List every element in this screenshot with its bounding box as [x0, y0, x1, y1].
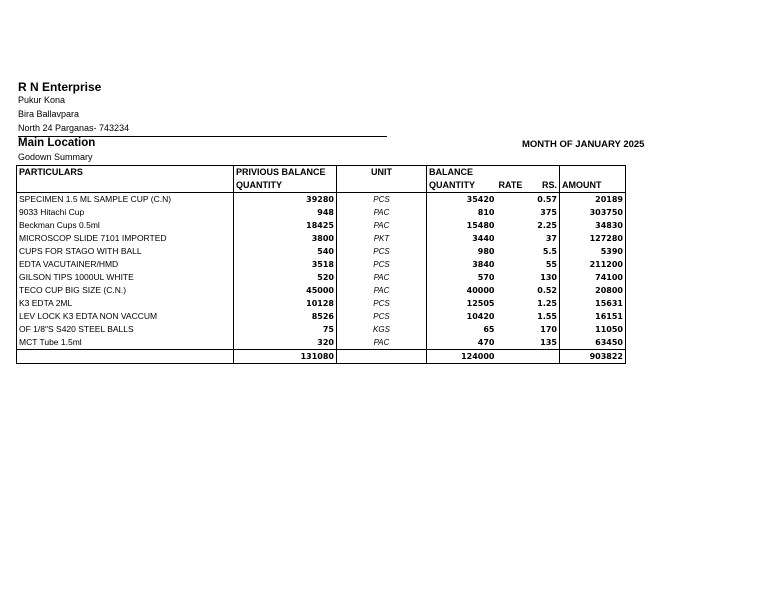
unit-value: PAC: [337, 336, 427, 350]
prev-quantity: 320: [234, 336, 337, 350]
table-row: [17, 297, 626, 310]
unit-value: PCS: [337, 258, 427, 271]
amount-value: 5390: [560, 245, 626, 258]
amount-value: 11050: [560, 323, 626, 336]
amount-value: 20189: [560, 193, 626, 207]
item-name: 9033 Hitachi Cup: [17, 206, 234, 219]
balance-quantity: 65: [483, 325, 495, 334]
unit-value: PAC: [337, 219, 427, 232]
amount-value: 74100: [560, 271, 626, 284]
unit-value: PKT: [337, 232, 427, 245]
header-prev-quantity: QUANTITY: [234, 179, 337, 193]
balance-quantity: 12505: [466, 299, 495, 308]
prev-quantity: 520: [234, 271, 337, 284]
table-row: [17, 258, 626, 271]
amount-value: 34830: [560, 219, 626, 232]
address-line-3: North 24 Parganas- 743234: [18, 123, 130, 133]
balance-quantity: 980: [477, 247, 495, 256]
item-name: CUPS FOR STAGO WITH BALL: [17, 245, 234, 258]
item-name: TECO CUP BIG SIZE (C.N.): [17, 284, 234, 297]
table-row: [17, 232, 626, 245]
balance-quantity: 3440: [472, 234, 495, 243]
unit-value: PAC: [337, 206, 427, 219]
table-row: [17, 219, 626, 232]
balance-quantity: 570: [477, 273, 495, 282]
balance-quantity: 15480: [466, 221, 495, 230]
table-row: [17, 193, 626, 207]
rate-value: 1.25: [535, 297, 560, 310]
prev-quantity: 10128: [234, 297, 337, 310]
amount-value: 211200: [560, 258, 626, 271]
unit-value: PAC: [337, 271, 427, 284]
item-name: K3 EDTA 2ML: [17, 297, 234, 310]
item-name: Beckman Cups 0.5ml: [17, 219, 234, 232]
header-row-1: [17, 166, 626, 180]
prev-quantity: 8526: [234, 310, 337, 323]
unit-value: PCS: [337, 193, 427, 207]
period-label: MONTH OF JANUARY 2025: [522, 139, 645, 150]
balance-quantity: 10420: [466, 312, 495, 321]
table-row: [17, 206, 626, 219]
amount-value: 20800: [560, 284, 626, 297]
header-unit: UNIT: [337, 166, 427, 180]
balance-quantity: 810: [477, 208, 495, 217]
rate-value: 5.5: [535, 245, 560, 258]
item-name: LEV LOCK K3 EDTA NON VACCUM: [17, 310, 234, 323]
rate-value: 0.52: [535, 284, 560, 297]
item-name: OF 1/8"S S420 STEEL BALLS: [17, 323, 234, 336]
balance-quantity: 470: [477, 338, 495, 347]
header-balance: BALANCE: [427, 166, 497, 180]
prev-quantity: 948: [234, 206, 337, 219]
header-balance-quantity: QUANTITY: [427, 179, 497, 193]
prev-quantity: 39280: [234, 193, 337, 207]
rate-value: 37: [535, 232, 560, 245]
header-row-2: [17, 179, 626, 193]
prev-quantity: 3518: [234, 258, 337, 271]
table-row: [17, 323, 626, 336]
table-row: [17, 245, 626, 258]
unit-value: PCS: [337, 245, 427, 258]
unit-value: PCS: [337, 297, 427, 310]
balance-quantity: 3840: [472, 260, 495, 269]
table-row: [17, 271, 626, 284]
rate-value: 0.57: [535, 193, 560, 207]
header-rate: RATE: [497, 179, 535, 193]
prev-quantity: 18425: [234, 219, 337, 232]
header-amount: AMOUNT: [560, 179, 626, 193]
amount-value: 16151: [560, 310, 626, 323]
rate-value: 130: [535, 271, 560, 284]
balance-quantity: 35420: [466, 195, 495, 204]
amount-value: 127280: [560, 232, 626, 245]
unit-value: PAC: [337, 284, 427, 297]
location-title: Main Location: [18, 137, 96, 149]
table-row: [17, 284, 626, 297]
amount-value: 303750: [560, 206, 626, 219]
header-prev-balance: PRIVIOUS BALANCE: [234, 166, 337, 180]
address-line-1: Pukur Kona: [18, 95, 66, 105]
total-balance-quantity: 124000: [427, 350, 497, 364]
unit-value: PCS: [337, 310, 427, 323]
amount-value: 15631: [560, 297, 626, 310]
rate-value: 55: [535, 258, 560, 271]
rate-value: 135: [535, 336, 560, 350]
rate-value: 1.55: [535, 310, 560, 323]
item-name: MICROSCOP SLIDE 7101 IMPORTED: [17, 232, 234, 245]
header-rs: RS.: [535, 179, 560, 193]
total-amount: 903822: [560, 350, 626, 364]
header-particulars: PARTICULARS: [17, 166, 234, 180]
prev-quantity: 75: [234, 323, 337, 336]
item-name: SPECIMEN 1.5 ML SAMPLE CUP (C.N): [17, 193, 234, 207]
amount-value: 63450: [560, 336, 626, 350]
total-prev-quantity: 131080: [234, 350, 337, 364]
item-name: MCT Tube 1.5ml: [17, 336, 234, 350]
rate-value: 375: [535, 206, 560, 219]
item-name: EDTA VACUTAINER/HMD: [17, 258, 234, 271]
item-name: GILSON TIPS 1000UL WHITE: [17, 271, 234, 284]
rate-value: 170: [535, 323, 560, 336]
table-row: [17, 310, 626, 323]
address-line-2: Bira Ballavpara: [18, 109, 80, 119]
rate-value: 2.25: [535, 219, 560, 232]
unit-value: KGS: [337, 323, 427, 336]
prev-quantity: 540: [234, 245, 337, 258]
company-name: R N Enterprise: [18, 80, 102, 94]
prev-quantity: 3800: [234, 232, 337, 245]
summary-label: Godown Summary: [18, 152, 93, 162]
prev-quantity: 45000: [234, 284, 337, 297]
table-row: [17, 336, 626, 350]
balance-quantity: 40000: [466, 286, 495, 295]
totals-row: [17, 350, 626, 364]
godown-summary-table: [16, 165, 626, 364]
